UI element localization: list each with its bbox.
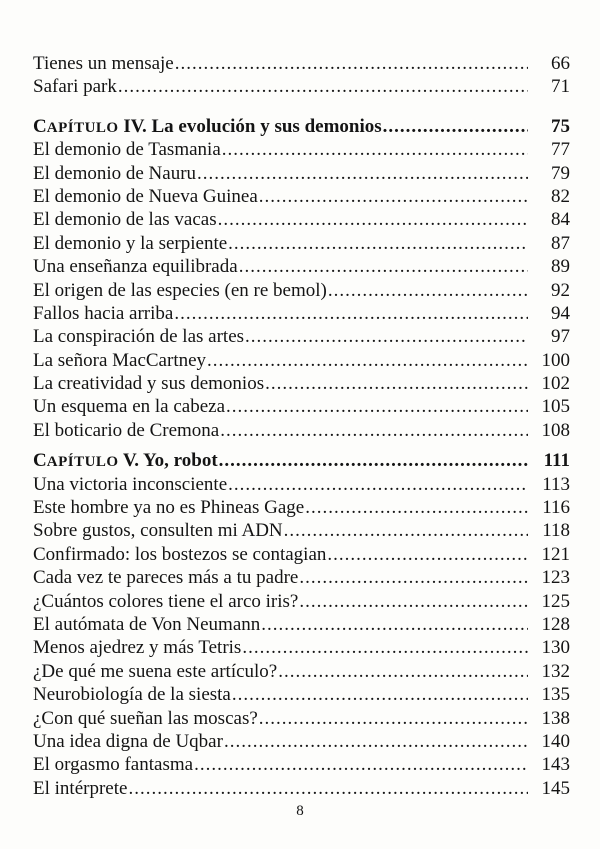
toc-entry-page: 135	[541, 684, 570, 706]
chapter-heading-v	[33, 449, 570, 472]
toc-entry	[33, 613, 570, 636]
toc-entry-title: El demonio de Nauru	[33, 162, 197, 184]
toc-entry	[33, 496, 570, 519]
toc-entry-page: 113	[542, 473, 570, 495]
toc-entry-title: El orgasmo fantasma	[33, 754, 194, 776]
toc-entry-page: 145	[541, 777, 570, 799]
leader-dots	[239, 255, 528, 278]
chapter-title	[33, 449, 218, 474]
toc-entry	[33, 730, 570, 753]
table-of-contents	[33, 52, 570, 800]
toc-entry	[33, 519, 570, 542]
toc-entry-title: Este hombre ya no es Phineas Gage	[33, 497, 305, 519]
leader-dots	[224, 730, 528, 753]
leader-dots	[228, 232, 528, 255]
leader-dots	[219, 449, 528, 472]
toc-entry	[33, 138, 570, 161]
toc-entry-title: La creatividad y sus demonios	[33, 373, 265, 395]
toc-entry-page: 116	[542, 497, 570, 519]
toc-entry	[33, 707, 570, 730]
toc-entry-page: 143	[541, 754, 570, 776]
leader-dots	[118, 75, 528, 98]
leader-dots	[175, 52, 528, 75]
toc-entry-title: ¿Cuántos colores tiene el arco iris?	[33, 590, 299, 612]
leader-dots	[259, 185, 528, 208]
chapter-label-smallcaps: APÍTULO	[46, 454, 119, 471]
toc-entry	[33, 279, 570, 302]
leader-dots	[207, 349, 528, 372]
toc-entry-page: 92	[551, 279, 570, 301]
leader-dots	[328, 279, 528, 302]
toc-entry-page: 132	[541, 660, 570, 682]
toc-entry	[33, 185, 570, 208]
toc-entry-page: 71	[551, 76, 570, 98]
toc-entry	[33, 395, 570, 418]
toc-entry	[33, 232, 570, 255]
leader-dots	[226, 395, 528, 418]
toc-entry	[33, 590, 570, 613]
toc-entry	[33, 753, 570, 776]
toc-entry	[33, 302, 570, 325]
toc-entry-page: 87	[551, 232, 570, 254]
spacer	[33, 442, 570, 449]
leader-dots	[327, 543, 528, 566]
chapter-label-initial: C	[33, 115, 47, 137]
toc-entry-title: La conspiración de las artes	[33, 326, 245, 348]
toc-entry-page: 138	[541, 707, 570, 729]
toc-entry-page: 82	[551, 185, 570, 207]
toc-entry-page: 105	[541, 396, 570, 418]
toc-entry	[33, 636, 570, 659]
toc-entry-title: Un esquema en la cabeza	[33, 396, 226, 418]
toc-entry	[33, 473, 570, 496]
leader-dots	[194, 753, 528, 776]
leader-dots	[284, 519, 528, 542]
leader-dots	[299, 566, 528, 589]
toc-entry-title: El autómata de Von Neumann	[33, 613, 261, 635]
toc-entry-title: Fallos hacia arriba	[33, 302, 174, 324]
leader-dots	[232, 683, 528, 706]
toc-entry	[33, 543, 570, 566]
toc-entry-page: 94	[551, 302, 570, 324]
toc-entry-title: Una idea digna de Uqbar	[33, 730, 223, 752]
toc-entry	[33, 75, 570, 98]
toc-entry-title: La señora MacCartney	[33, 349, 207, 371]
toc-entry-title: Safari park	[33, 76, 117, 98]
toc-entry-title: Confirmado: los bostezos se contagian	[33, 543, 327, 565]
toc-entry-title: Sobre gustos, consulten mi ADN	[33, 520, 283, 542]
toc-entry	[33, 255, 570, 278]
toc-entry	[33, 325, 570, 348]
leader-dots	[228, 473, 528, 496]
toc-entry	[33, 660, 570, 683]
leader-dots	[128, 777, 528, 800]
toc-entry-page: 97	[551, 326, 570, 348]
chapter-label-initial: C	[33, 450, 47, 472]
toc-entry-title: Tienes un mensaje	[33, 53, 174, 74]
chapter-label-smallcaps: APÍTULO	[46, 119, 119, 136]
toc-entry-page: 125	[541, 590, 570, 612]
toc-entry-page: 108	[541, 419, 570, 441]
toc-entry-page: 118	[542, 520, 570, 542]
toc-entry-title: ¿De qué me suena este artículo?	[33, 660, 278, 682]
toc-entry	[33, 372, 570, 395]
toc-entry-page: 102	[541, 373, 570, 395]
toc-entry-title: El boticario de Cremona	[33, 419, 220, 441]
chapter-title-text: IV. La evolución y sus demonios	[118, 115, 382, 137]
toc-entry-page: 123	[541, 567, 570, 589]
toc-group-chapter-iv	[33, 138, 570, 442]
toc-entry-title: El origen de las especies (en re bemol)	[33, 279, 327, 301]
leader-dots	[261, 613, 528, 636]
chapter-page-number: 111	[543, 450, 570, 472]
toc-entry	[33, 419, 570, 442]
toc-entry-title: Menos ajedrez y más Tetris	[33, 637, 242, 659]
leader-dots	[278, 660, 528, 683]
toc-entry-page: 128	[541, 613, 570, 635]
toc-group-top	[33, 52, 570, 99]
toc-entry-title: Una enseñanza equilibrada	[33, 256, 238, 278]
leader-dots	[259, 707, 528, 730]
toc-entry-title: ¿Con qué sueñan las moscas?	[33, 707, 258, 729]
leader-dots	[220, 419, 528, 442]
toc-entry-page: 89	[551, 256, 570, 278]
toc-entry	[33, 208, 570, 231]
toc-entry-page: 130	[541, 637, 570, 659]
toc-entry-page: 77	[551, 139, 570, 161]
toc-entry-title: Una victoria inconsciente	[33, 473, 228, 495]
leader-dots	[245, 325, 528, 348]
leader-dots	[242, 636, 528, 659]
toc-entry-page: 79	[551, 162, 570, 184]
spacer	[33, 99, 570, 115]
toc-entry-page: 140	[541, 730, 570, 752]
toc-entry-page: 84	[551, 209, 570, 231]
toc-entry	[33, 566, 570, 589]
leader-dots	[174, 302, 528, 325]
leader-dots	[222, 138, 528, 161]
leader-dots	[299, 590, 528, 613]
toc-entry-title: El demonio de Nueva Guinea	[33, 185, 258, 207]
toc-entry-page: 66	[551, 53, 570, 74]
toc-entry-title: El demonio de Tasmania	[33, 139, 221, 161]
toc-entry-title: Neurobiología de la siesta	[33, 684, 231, 706]
leader-dots	[383, 115, 528, 138]
leader-dots	[218, 208, 528, 231]
chapter-heading-iv	[33, 115, 570, 138]
chapter-title	[33, 115, 382, 140]
toc-entry	[33, 162, 570, 185]
chapter-page-number: 75	[551, 115, 570, 137]
toc-entry-title: Cada vez te pareces más a tu padre	[33, 567, 299, 589]
toc-entry	[33, 52, 570, 75]
leader-dots	[197, 162, 528, 185]
toc-entry	[33, 777, 570, 800]
toc-entry	[33, 683, 570, 706]
toc-entry-page: 121	[541, 543, 570, 565]
chapter-title-text: V. Yo, robot	[118, 450, 218, 472]
toc-entry	[33, 349, 570, 372]
toc-entry-title: El intérprete	[33, 777, 128, 799]
toc-entry-title: El demonio de las vacas	[33, 209, 217, 231]
toc-group-chapter-v	[33, 473, 570, 800]
page-number: 8	[296, 803, 304, 819]
toc-entry-page: 100	[541, 349, 570, 371]
leader-dots	[265, 372, 528, 395]
toc-entry-title: El demonio y la serpiente	[33, 232, 228, 254]
leader-dots	[305, 496, 528, 519]
